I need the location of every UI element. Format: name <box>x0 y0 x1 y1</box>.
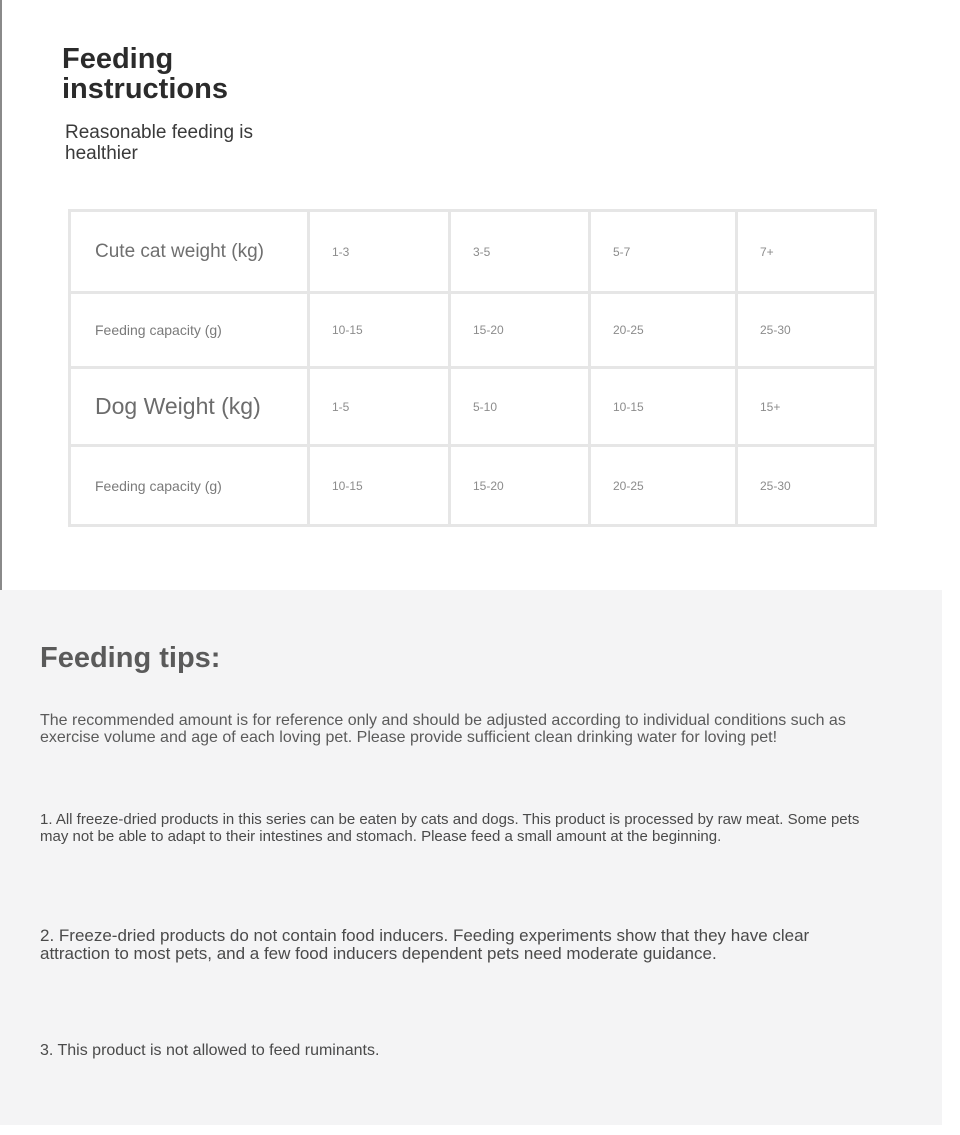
table-cell: 25-30 <box>737 446 876 526</box>
table-row <box>70 211 876 293</box>
tip-item: 1. All freeze-dried products in this series can be eaten by cats and dogs. This product is processed by raw meat. Some pets may not be able to adapt to their intestines and stomach. Please feed a small amount at the beginning. <box>40 811 860 845</box>
tips-intro: The recommended amount is for reference only and should be adjusted according to individual conditions such as exercise volume and age of each loving pet. Please provide sufficient clean drinking water for loving pet! <box>40 712 846 746</box>
table-cell: 20-25 <box>590 446 737 526</box>
page-title: Feeding instructions <box>62 43 228 105</box>
table-cell: 15-20 <box>450 293 590 368</box>
table-cell: 25-30 <box>737 293 876 368</box>
row-label: Feeding capacity (g) <box>70 446 309 526</box>
feeding-tips-panel <box>0 590 942 1125</box>
row-label: Feeding capacity (g) <box>70 293 309 368</box>
row-label: Dog Weight (kg) <box>70 368 309 446</box>
table-cell: 10-15 <box>590 368 737 446</box>
table-row <box>70 293 876 368</box>
table-cell: 7+ <box>737 211 876 293</box>
table-cell: 10-15 <box>309 446 450 526</box>
tip-item: 2. Freeze-dried products do not contain food inducers. Feeding experiments show that they have clear attraction to most pets, and a few food inducers dependent pets need moderate guidance. <box>40 926 810 963</box>
page-subtitle: Reasonable feeding is healthier <box>65 122 254 164</box>
tips-heading: Feeding tips: <box>40 642 221 674</box>
table-row <box>70 368 876 446</box>
table-cell: 3-5 <box>450 211 590 293</box>
row-label: Cute cat weight (kg) <box>70 211 309 293</box>
page-edge-line <box>0 0 2 590</box>
table-cell: 5-7 <box>590 211 737 293</box>
tip-item: 3. This product is not allowed to feed ruminants. <box>40 1042 380 1059</box>
table-cell: 15+ <box>737 368 876 446</box>
table-cell: 5-10 <box>450 368 590 446</box>
feeding-table <box>68 209 877 527</box>
table-row <box>70 446 876 526</box>
table-cell: 10-15 <box>309 293 450 368</box>
table-cell: 15-20 <box>450 446 590 526</box>
table-cell: 1-3 <box>309 211 450 293</box>
table-cell: 1-5 <box>309 368 450 446</box>
table-cell: 20-25 <box>590 293 737 368</box>
